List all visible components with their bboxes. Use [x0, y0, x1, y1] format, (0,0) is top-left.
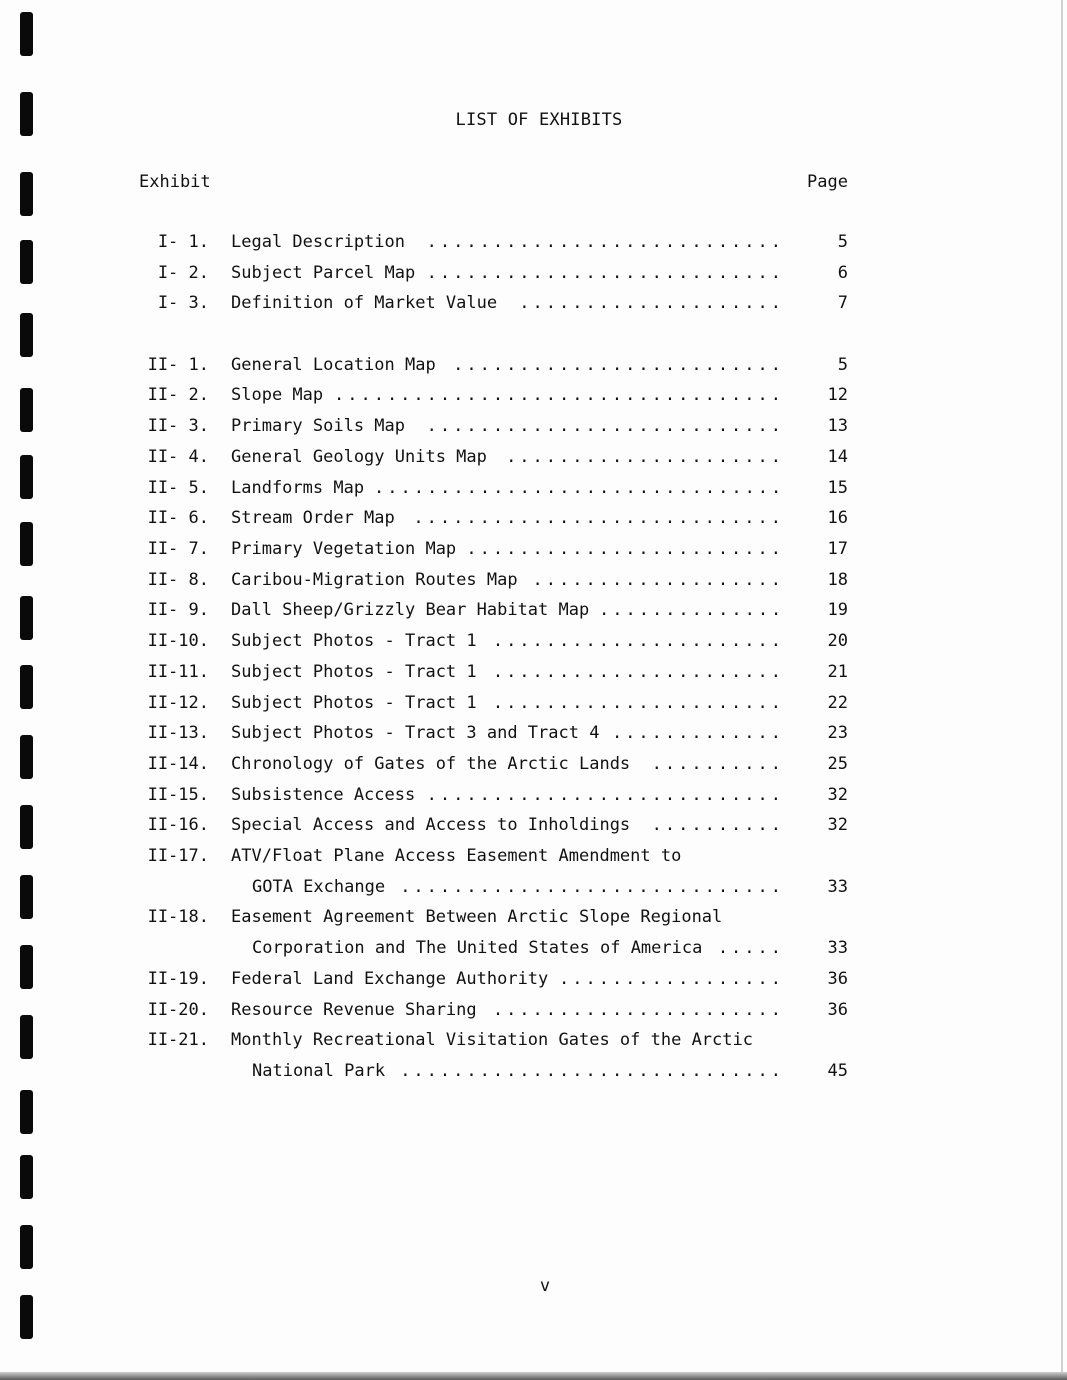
- leader-dots: .........................: [453, 355, 784, 375]
- binder-hole: [20, 313, 33, 357]
- exhibit-number: II- 6.: [147, 508, 209, 528]
- exhibit-page: 33: [827, 877, 848, 897]
- exhibit-page: 7: [837, 293, 848, 313]
- exhibit-title: Subject Photos - Tract 1: [231, 662, 477, 682]
- exhibit-title: Landforms Map: [231, 478, 365, 498]
- exhibit-title: General Location Map: [231, 355, 436, 375]
- exhibit-title: National Park: [252, 1061, 386, 1081]
- exhibit-row: [0, 1061, 1067, 1085]
- exhibit-page: 45: [827, 1061, 848, 1081]
- exhibit-number: I- 1.: [157, 232, 209, 252]
- exhibit-number: II-13.: [147, 723, 209, 743]
- exhibit-number: II-15.: [147, 785, 209, 805]
- binder-holes: [20, 0, 40, 1380]
- exhibit-row: [0, 815, 1067, 839]
- exhibit-number: II- 3.: [147, 416, 209, 436]
- exhibit-page: 12: [827, 385, 848, 405]
- exhibit-number: II-12.: [147, 693, 209, 713]
- leader-dots: ..........: [651, 815, 784, 835]
- leader-dots: .............: [611, 723, 784, 743]
- exhibit-row: [0, 693, 1067, 717]
- exhibit-number: II-16.: [147, 815, 209, 835]
- exhibit-title: ATV/Float Plane Access Easement Amendment to: [231, 846, 682, 866]
- exhibit-page: 6: [837, 263, 848, 283]
- exhibit-page: 32: [827, 815, 848, 835]
- leader-dots: ....................: [519, 293, 784, 313]
- exhibit-row: [0, 877, 1067, 901]
- leader-dots: ............................: [413, 508, 784, 528]
- exhibit-row: [0, 539, 1067, 563]
- page-number: v: [539, 1276, 551, 1296]
- exhibit-row: [0, 263, 1067, 287]
- exhibit-title: Slope Map: [231, 385, 324, 405]
- exhibit-title: Primary Vegetation Map: [231, 539, 457, 559]
- leader-dots: ...........................: [426, 232, 784, 252]
- exhibit-page: 14: [827, 447, 848, 467]
- leader-dots: ..............: [599, 600, 784, 620]
- exhibit-number: II-10.: [147, 631, 209, 651]
- exhibit-title: Chronology of Gates of the Arctic Lands: [231, 754, 631, 774]
- exhibit-page: 18: [827, 570, 848, 590]
- exhibit-row: [0, 846, 1067, 870]
- leader-dots: ...................: [532, 570, 784, 590]
- exhibit-row: [0, 416, 1067, 440]
- exhibit-number: II- 7.: [147, 539, 209, 559]
- leader-dots: ......................: [492, 662, 784, 682]
- exhibit-row: [0, 355, 1067, 379]
- exhibit-column-header: Exhibit: [139, 172, 211, 192]
- exhibit-number: II-19.: [147, 969, 209, 989]
- leader-dots: .....................: [506, 447, 784, 467]
- exhibit-page: 5: [837, 232, 848, 252]
- exhibit-number: II- 8.: [147, 570, 209, 590]
- exhibit-page: 20: [827, 631, 848, 651]
- exhibit-row: [0, 723, 1067, 747]
- exhibit-number: I- 2.: [157, 263, 209, 283]
- binder-hole: [20, 172, 33, 216]
- exhibit-page: 25: [827, 754, 848, 774]
- exhibit-title: Primary Soils Map: [231, 416, 405, 436]
- leader-dots: ........................: [466, 539, 784, 559]
- exhibit-row: [0, 631, 1067, 655]
- exhibit-page: 16: [827, 508, 848, 528]
- exhibit-title: Easement Agreement Between Arctic Slope Regional: [231, 907, 723, 927]
- binder-hole: [20, 1295, 33, 1339]
- exhibit-number: II-20.: [147, 1000, 209, 1020]
- exhibit-row: [0, 447, 1067, 471]
- exhibit-title: Subject Photos - Tract 1: [231, 693, 477, 713]
- exhibit-title: Corporation and The United States of America: [252, 938, 703, 958]
- exhibit-row: [0, 293, 1067, 317]
- leader-dots: ...........................: [426, 785, 784, 805]
- document-title: LIST OF EXHIBITS: [455, 110, 623, 130]
- exhibit-page: 36: [827, 969, 848, 989]
- exhibit-row: [0, 662, 1067, 686]
- exhibit-title: Subsistence Access: [231, 785, 416, 805]
- exhibit-page: 19: [827, 600, 848, 620]
- exhibit-page: 33: [827, 938, 848, 958]
- leader-dots: ......................: [492, 693, 784, 713]
- exhibit-row: [0, 1030, 1067, 1054]
- exhibit-number: I- 3.: [157, 293, 209, 313]
- leader-dots: ...............................: [374, 478, 784, 498]
- page-edge-right: [1061, 0, 1063, 1380]
- exhibit-title: Subject Photos - Tract 1: [231, 631, 477, 651]
- exhibit-title: GOTA Exchange: [252, 877, 386, 897]
- leader-dots: ...........................: [426, 416, 784, 436]
- exhibit-row: [0, 600, 1067, 624]
- exhibit-page: 22: [827, 693, 848, 713]
- exhibit-title: Special Access and Access to Inholdings: [231, 815, 631, 835]
- exhibit-page: 17: [827, 539, 848, 559]
- exhibit-title: Caribou-Migration Routes Map: [231, 570, 518, 590]
- exhibit-row: [0, 969, 1067, 993]
- exhibit-number: II-21.: [147, 1030, 209, 1050]
- leader-dots: ......................: [492, 1000, 784, 1020]
- page-edge-bottom: [0, 1372, 1067, 1380]
- exhibit-row: [0, 785, 1067, 809]
- exhibit-number: II- 1.: [147, 355, 209, 375]
- exhibit-row: [0, 508, 1067, 532]
- leader-dots: .....: [717, 938, 784, 958]
- leader-dots: ...........................: [426, 263, 784, 283]
- binder-hole: [20, 1090, 33, 1134]
- exhibit-row: [0, 1000, 1067, 1024]
- leader-dots: ......................: [492, 631, 784, 651]
- exhibit-title: General Geology Units Map: [231, 447, 487, 467]
- exhibit-title: Subject Parcel Map: [231, 263, 416, 283]
- leader-dots: .............................: [400, 1061, 784, 1081]
- binder-hole: [20, 1225, 33, 1269]
- binder-hole: [20, 1155, 33, 1199]
- exhibit-title: Legal Description: [231, 232, 405, 252]
- exhibit-number: II-14.: [147, 754, 209, 774]
- exhibit-row: [0, 938, 1067, 962]
- exhibit-page: 32: [827, 785, 848, 805]
- exhibit-page: 13: [827, 416, 848, 436]
- leader-dots: ..................................: [334, 385, 784, 405]
- exhibit-title: Definition of Market Value: [231, 293, 498, 313]
- exhibit-number: II-18.: [147, 907, 209, 927]
- exhibit-page: 23: [827, 723, 848, 743]
- exhibit-title: Subject Photos - Tract 3 and Tract 4: [231, 723, 600, 743]
- exhibit-row: [0, 754, 1067, 778]
- exhibit-row: [0, 232, 1067, 256]
- leader-dots: .............................: [400, 877, 784, 897]
- exhibit-page: 36: [827, 1000, 848, 1020]
- exhibit-row: [0, 907, 1067, 931]
- exhibit-title: Stream Order Map: [231, 508, 395, 528]
- exhibit-row: [0, 385, 1067, 409]
- exhibit-number: II-17.: [147, 846, 209, 866]
- leader-dots: ..........: [651, 754, 784, 774]
- exhibit-number: II- 5.: [147, 478, 209, 498]
- exhibit-title: Resource Revenue Sharing: [231, 1000, 477, 1020]
- leader-dots: .................: [559, 969, 784, 989]
- exhibit-title: Federal Land Exchange Authority: [231, 969, 549, 989]
- exhibit-page: 21: [827, 662, 848, 682]
- exhibit-number: II- 9.: [147, 600, 209, 620]
- binder-hole: [20, 12, 33, 56]
- exhibit-row: [0, 478, 1067, 502]
- exhibit-number: II-11.: [147, 662, 209, 682]
- page-column-header: Page: [807, 172, 848, 192]
- exhibit-title: Dall Sheep/Grizzly Bear Habitat Map: [231, 600, 590, 620]
- exhibit-title: Monthly Recreational Visitation Gates of the Arctic: [231, 1030, 753, 1050]
- exhibit-page: 15: [827, 478, 848, 498]
- exhibit-row: [0, 570, 1067, 594]
- exhibit-number: II- 2.: [147, 385, 209, 405]
- exhibit-page: 5: [837, 355, 848, 375]
- exhibit-number: II- 4.: [147, 447, 209, 467]
